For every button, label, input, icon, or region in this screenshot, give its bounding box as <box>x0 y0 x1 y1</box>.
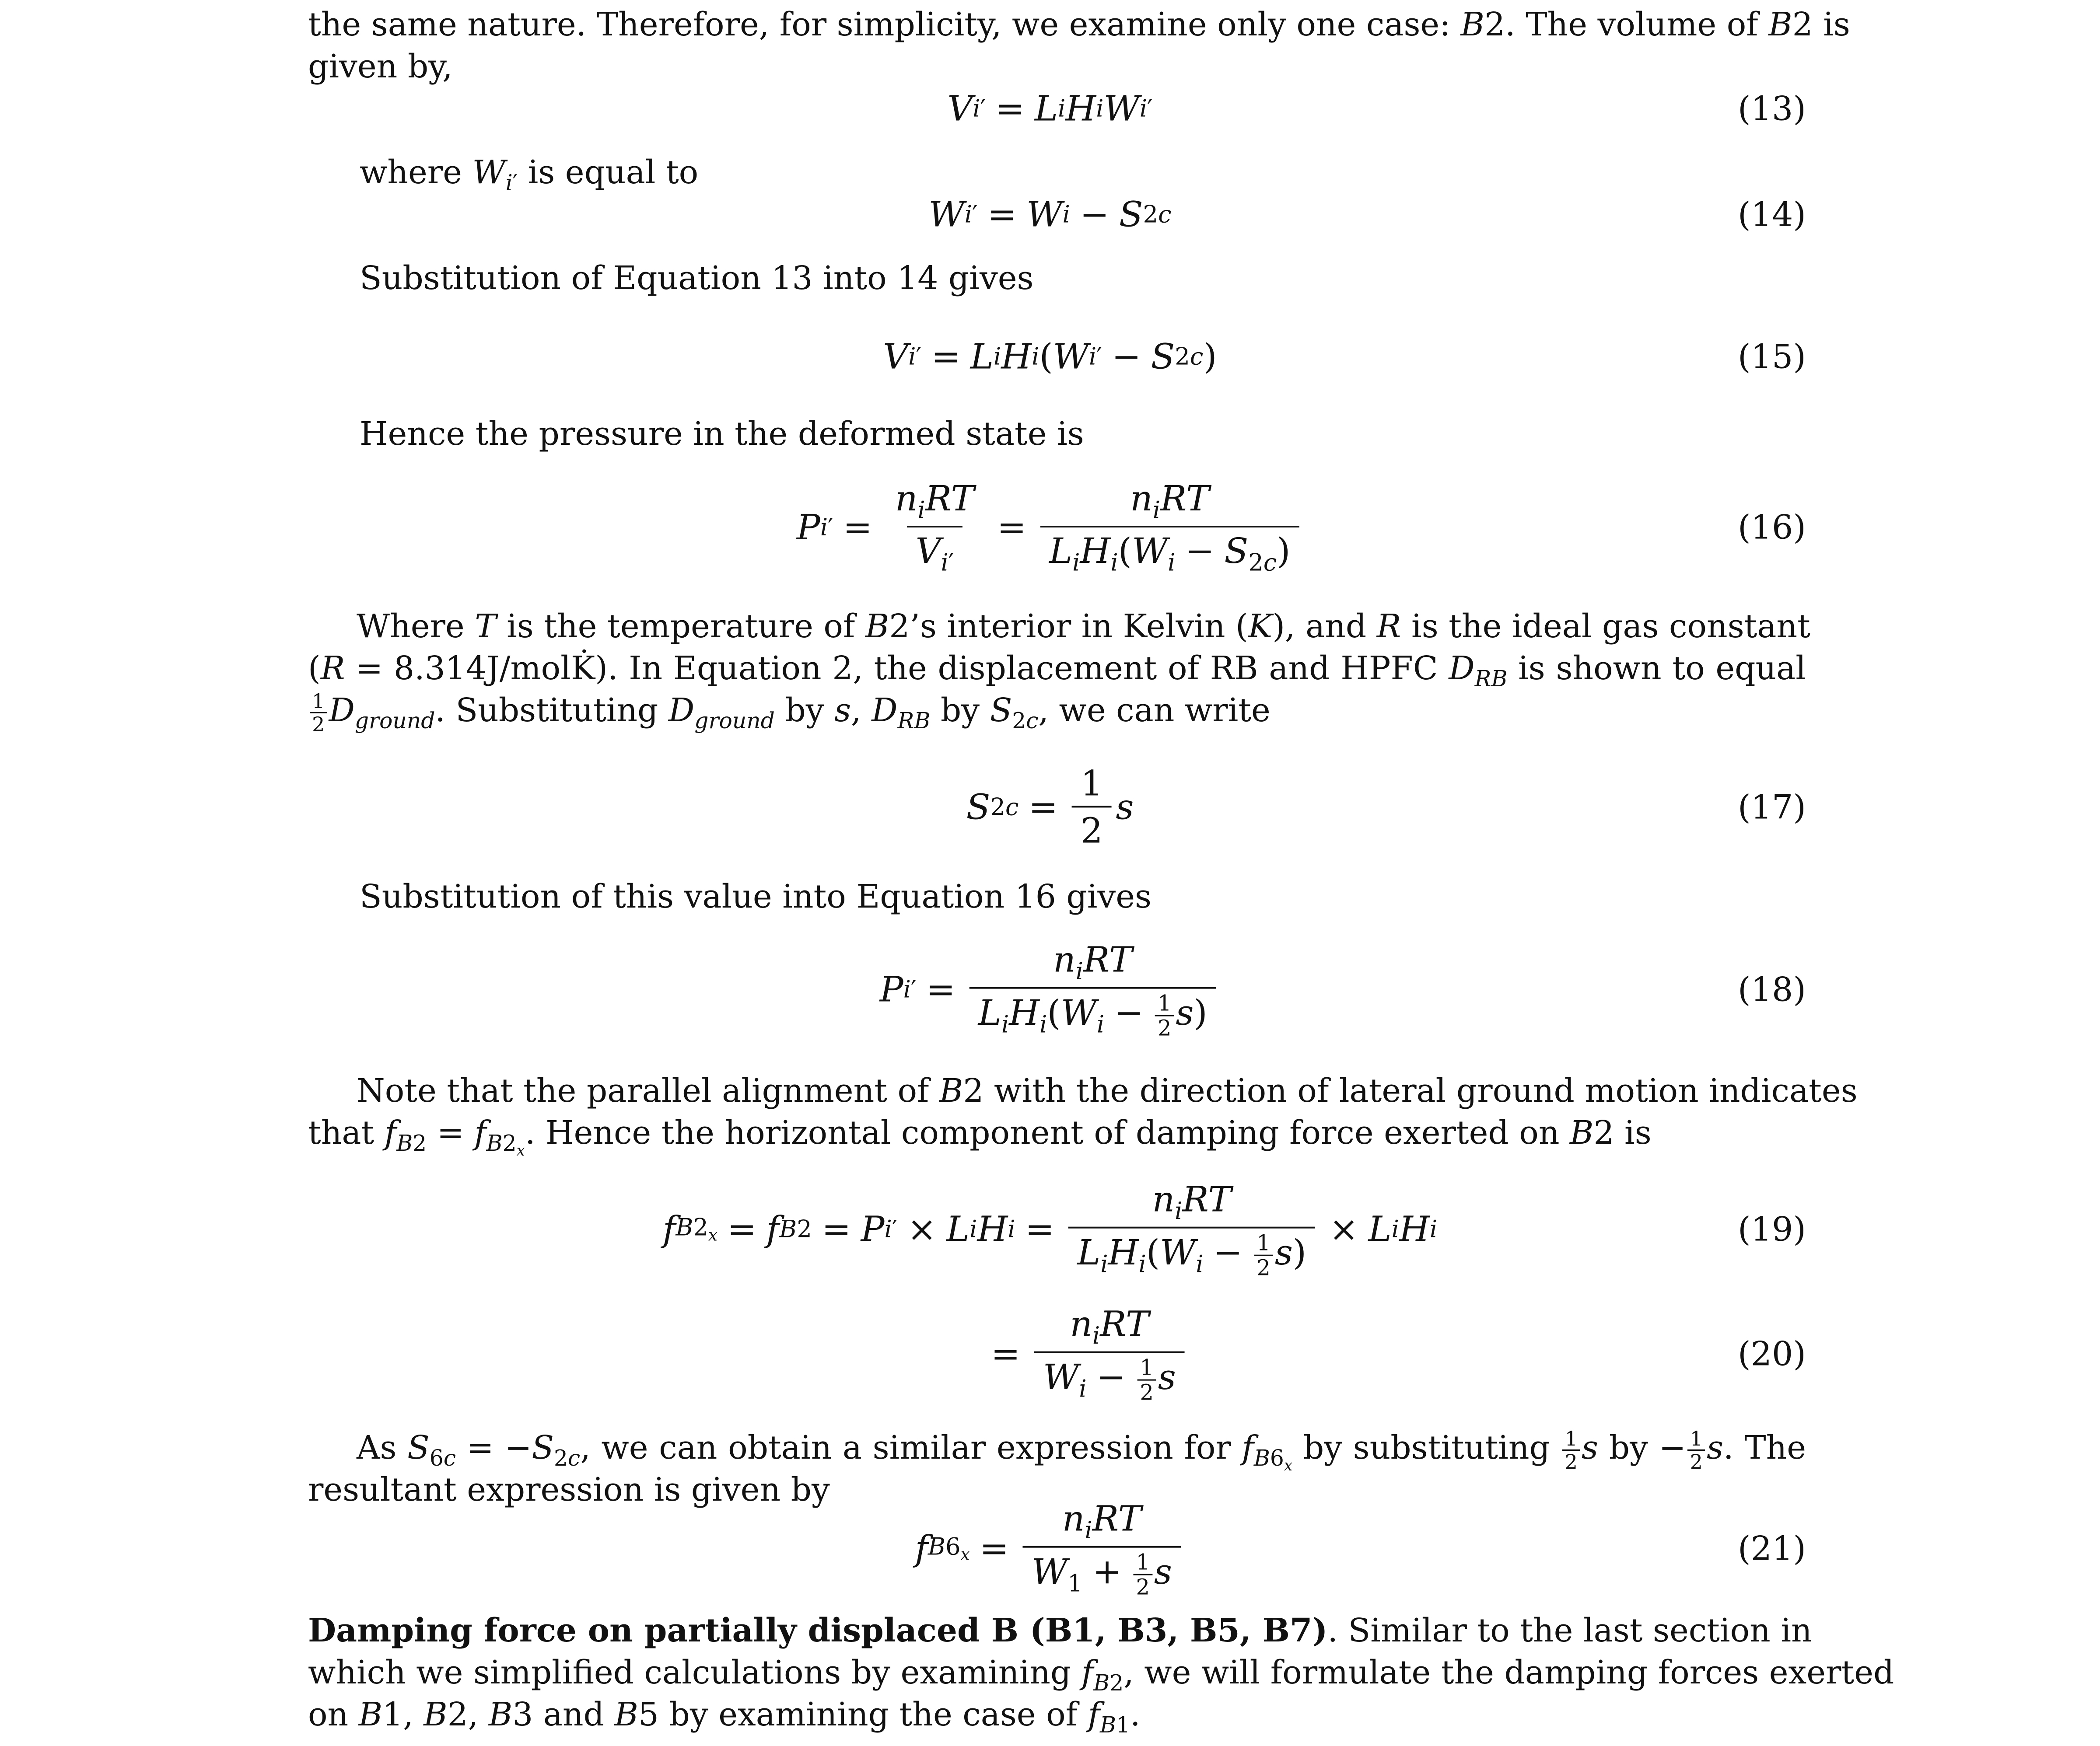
text-line-11: that $f_{B2} = f_{B2_x}$. Hence the horizontal component of damping force exerted on B2 is <box>308 1114 1652 1160</box>
text-line-7: (R = 8.314J/molK̇). In Equation 2, the displacement of RB and HPFC $D_{RB}$ is shown to equal <box>308 650 1806 692</box>
equation-20: = $n_iRT$ $W_i$ − $\frac{1}{2}$ s <box>981 1304 1189 1404</box>
text-line-4: Substitution of Equation 13 into 14 gives <box>360 259 1034 297</box>
text-line-1: the same nature. Therefore, for simplicity, we examine only one case: B2. The volume of B2 is <box>308 6 1850 43</box>
paragraph-heading: Damping force on partially displaced B (B1, B3, B5, B7) <box>308 1612 1328 1649</box>
text-line-16: on B1, B2, B3 and B5 by examining the case of $f_{B1}$. <box>308 1696 1141 1738</box>
text-line-2: given by, <box>308 48 453 85</box>
text-line-13: resultant expression is given by <box>308 1471 830 1509</box>
equation-15: V i′ = L i H i ( W i′ − S 2c ) <box>883 336 1217 377</box>
equation-number-15: (15) <box>1737 337 1806 376</box>
equation-number-14: (14) <box>1737 195 1806 234</box>
text-line-15: which we simplified calculations by examining $f_{B2}$, we will formulate the damping forces exerted <box>308 1654 1894 1696</box>
equation-number-13: (13) <box>1737 89 1806 128</box>
equation-number-18: (18) <box>1737 970 1806 1009</box>
equation-17: S 2c = $\frac{1}{2}$ s <box>966 763 1134 851</box>
text-line-9: Substitution of this value into Equation 16 gives <box>360 878 1152 915</box>
text-line-3: where $W_{i'}$ is equal to <box>360 154 699 196</box>
equation-number-20: (20) <box>1737 1334 1806 1373</box>
equation-19: f $B2_x$ = f B2 = P i′ × L i H i = $n_iRT$ $L_iH_i(W_i$ − $\frac{1}{2}$ s) × L i H i <box>662 1179 1438 1281</box>
equation-14: W i′ = W i − S 2c <box>928 194 1172 235</box>
equation-number-17: (17) <box>1737 787 1806 827</box>
equation-number-19: (19) <box>1737 1209 1806 1249</box>
text-line-12: As $S_{6c} = -S_{2c}$, we can obtain a similar expression for $f_{B6_x}$ by substituting $\frac{1}{2}$ s by − $\frac{1}{2}$ s. The <box>357 1426 1806 1475</box>
equation-16: P i′ = $\frac{n_iRT}{V_{i'}}$ = $\frac{n_iRT}{L_iH_i(W_i - S_{2c})}$ <box>797 478 1303 576</box>
equation-18: P i′ = $n_iRT$ $L_iH_i(W_i$ − $\frac{1}{2}$ s) <box>880 939 1221 1040</box>
equation-number-21: (21) <box>1737 1529 1806 1568</box>
text-line-8: $\frac{1}{2}$ $D_{ground}$. Substituting $D_{ground}$ by s, $D_{RB}$ by $S_{2c}$, we can write <box>308 689 1270 742</box>
text-line-10: Note that the parallel alignment of B2 with the direction of lateral ground motion indicates <box>357 1072 1858 1110</box>
equation-13: V i′ = L i H i W i′ <box>947 88 1153 129</box>
text-line-14: Damping force on partially displaced B (B1, B3, B5, B7). Similar to the last section in <box>308 1612 1812 1649</box>
equation-number-16: (16) <box>1737 507 1806 547</box>
equation-21: f $B6_x$ = $n_iRT$ $W_1$ + $\frac{1}{2}$ s <box>915 1498 1185 1599</box>
text-line-5: Hence the pressure in the deformed state is <box>360 415 1084 453</box>
text-line-6: Where T is the temperature of B2’s interior in Kelvin (K), and R is the ideal gas constant <box>357 608 1810 645</box>
